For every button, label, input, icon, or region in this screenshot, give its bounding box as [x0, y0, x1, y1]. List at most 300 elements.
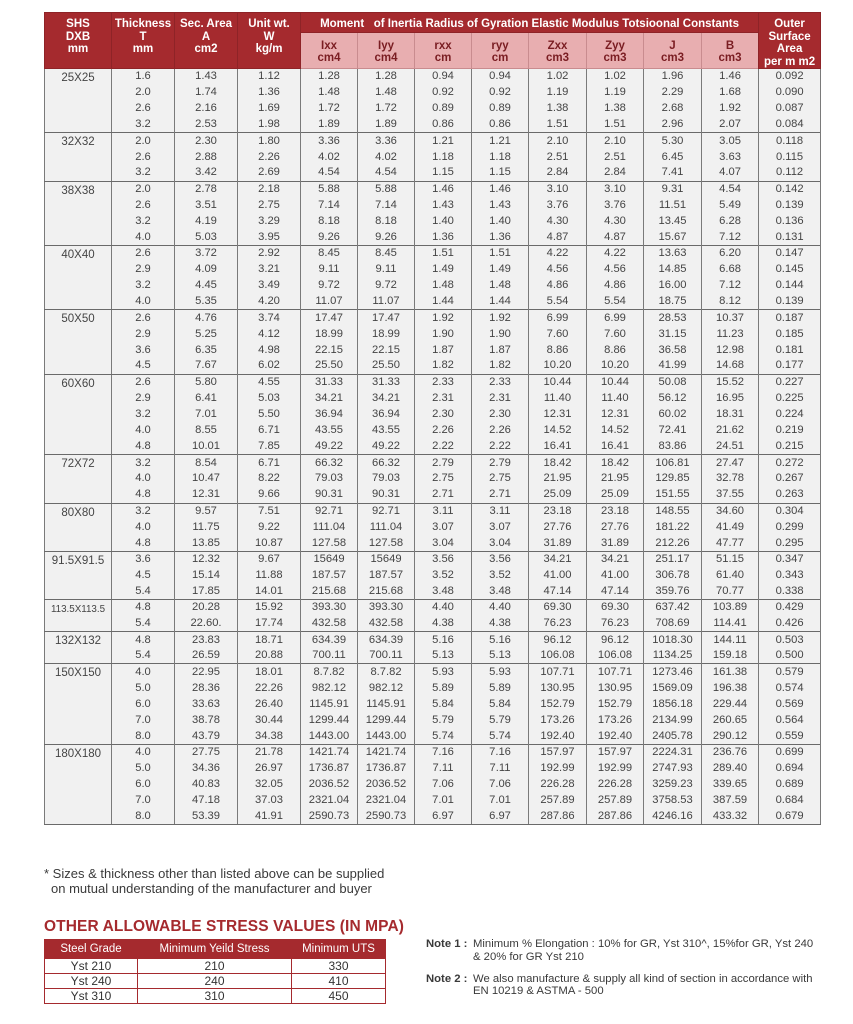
value-cell: 20.88	[238, 648, 301, 664]
value-cell: 14.01	[238, 584, 301, 600]
value-cell: 2.78	[175, 181, 238, 197]
value-cell: 3.11	[415, 503, 472, 519]
value-cell: 5.13	[415, 648, 472, 664]
value-cell: 159.18	[702, 648, 759, 664]
value-cell: 4.22	[529, 246, 587, 262]
value-cell: 13.45	[644, 213, 702, 229]
header-outer-line3: per m m2	[763, 55, 816, 68]
value-cell: 2747.93	[644, 761, 702, 777]
header-symbol: rxx	[434, 39, 452, 52]
value-cell: 1273.46	[644, 664, 702, 680]
value-cell: 433.32	[702, 809, 759, 825]
table-row	[45, 680, 821, 696]
value-cell: 111.04	[358, 519, 415, 535]
table-row	[45, 165, 821, 181]
value-cell: 5.84	[415, 696, 472, 712]
value-cell: 4.0	[112, 471, 175, 487]
value-cell: 127.58	[358, 535, 415, 551]
value-cell: 0.500	[759, 648, 821, 664]
stress-row	[45, 989, 386, 1004]
value-cell: 16.00	[644, 278, 702, 294]
stress-cell: 310	[138, 989, 292, 1004]
table-row	[45, 262, 821, 278]
value-cell: 1.38	[587, 101, 644, 117]
value-cell: 5.88	[358, 181, 415, 197]
value-cell: 22.26	[238, 680, 301, 696]
value-cell: 5.03	[175, 229, 238, 245]
header-unit-wt	[238, 13, 301, 69]
value-cell: 5.80	[175, 374, 238, 390]
value-cell: 11.51	[644, 197, 702, 213]
value-cell: 23.18	[587, 503, 644, 519]
value-cell: 2.30	[175, 133, 238, 149]
value-cell: 2.75	[472, 471, 529, 487]
value-cell: 3.56	[472, 551, 529, 567]
value-cell: 2.22	[472, 439, 529, 455]
value-cell: 23.18	[529, 503, 587, 519]
value-cell: 3.07	[472, 519, 529, 535]
table-row	[45, 503, 821, 519]
value-cell: 27.47	[702, 455, 759, 471]
table-row	[45, 278, 821, 294]
value-cell: 41.00	[529, 567, 587, 583]
value-cell: 1736.87	[358, 761, 415, 777]
value-cell: 8.0	[112, 728, 175, 744]
value-cell: 1.48	[301, 85, 358, 101]
value-cell: 192.99	[529, 761, 587, 777]
value-cell: 6.97	[472, 809, 529, 825]
header-unit: cm3	[603, 52, 627, 64]
table-row	[45, 149, 821, 165]
value-cell: 2.26	[415, 423, 472, 439]
value-cell: 4.12	[238, 326, 301, 342]
value-cell: 2.26	[238, 149, 301, 165]
value-cell: 3.6	[112, 342, 175, 358]
header-group-label: Moment of Inertia Radius of Gyration Elastic Modulus Totsioonal Constants	[320, 17, 739, 30]
value-cell: 7.60	[587, 326, 644, 342]
value-cell: 103.89	[702, 600, 759, 616]
value-cell: 7.0	[112, 793, 175, 809]
value-cell: 1.36	[472, 229, 529, 245]
value-cell: 0.295	[759, 535, 821, 551]
header-ixx	[301, 33, 358, 69]
value-cell: 1.28	[358, 69, 415, 85]
value-cell: 1.90	[415, 326, 472, 342]
value-cell: 1.82	[472, 358, 529, 374]
value-cell: 7.11	[415, 761, 472, 777]
value-cell: 5.4	[112, 648, 175, 664]
value-cell: 37.03	[238, 793, 301, 809]
value-cell: 634.39	[301, 632, 358, 648]
value-cell: 43.55	[301, 423, 358, 439]
value-cell: 4.30	[529, 213, 587, 229]
table-row	[45, 761, 821, 777]
stress-cell: 330	[292, 959, 386, 974]
value-cell: 130.95	[587, 680, 644, 696]
value-cell: 2590.73	[301, 809, 358, 825]
value-cell: 0.185	[759, 326, 821, 342]
value-cell: 2.6	[112, 246, 175, 262]
table-row	[45, 406, 821, 422]
header-unit: cm3	[660, 52, 685, 64]
header-sec-area-line1: Sec. Area	[180, 18, 232, 30]
value-cell: 31.89	[587, 535, 644, 551]
value-cell: 0.219	[759, 423, 821, 439]
value-cell: 36.94	[301, 406, 358, 422]
value-cell: 3.2	[112, 406, 175, 422]
value-cell: 251.17	[644, 551, 702, 567]
value-cell: 1.72	[358, 101, 415, 117]
value-cell: 5.4	[112, 616, 175, 632]
value-cell: 34.36	[175, 761, 238, 777]
value-cell: 2.6	[112, 310, 175, 326]
value-cell: 3.51	[175, 197, 238, 213]
value-cell: 2.69	[238, 165, 301, 181]
value-cell: 3.56	[415, 551, 472, 567]
value-cell: 5.79	[472, 712, 529, 728]
value-cell: 0.559	[759, 728, 821, 744]
value-cell: 18.42	[587, 455, 644, 471]
header-sec-area	[175, 13, 238, 69]
stress-cell: 210	[138, 959, 292, 974]
value-cell: 4.38	[415, 616, 472, 632]
value-cell: 79.03	[358, 471, 415, 487]
value-cell: 9.22	[238, 519, 301, 535]
value-cell: 0.092	[759, 69, 821, 85]
value-cell: 11.75	[175, 519, 238, 535]
header-thickness-line3: mm	[132, 43, 154, 55]
value-cell: 4.0	[112, 423, 175, 439]
value-cell: 2.6	[112, 101, 175, 117]
value-cell: 4.87	[587, 229, 644, 245]
header-unit: cm4	[317, 52, 341, 64]
value-cell: 4.54	[301, 165, 358, 181]
value-cell: 41.91	[238, 809, 301, 825]
value-cell: 1.49	[472, 262, 529, 278]
value-cell: 23.83	[175, 632, 238, 648]
value-cell: 15.92	[238, 600, 301, 616]
header-symbol: Zyy	[605, 39, 625, 52]
value-cell: 4246.16	[644, 809, 702, 825]
value-cell: 2036.52	[301, 777, 358, 793]
value-cell: 5.54	[587, 294, 644, 310]
header-unit-wt-line3: kg/m	[255, 43, 283, 55]
value-cell: 7.14	[301, 197, 358, 213]
value-cell: 33.63	[175, 696, 238, 712]
value-cell: 2.10	[529, 133, 587, 149]
value-cell: 18.71	[238, 632, 301, 648]
table-row	[45, 213, 821, 229]
value-cell: 0.087	[759, 101, 821, 117]
value-cell: 0.347	[759, 551, 821, 567]
value-cell: 4.0	[112, 294, 175, 310]
value-cell: 26.59	[175, 648, 238, 664]
value-cell: 2.07	[702, 117, 759, 133]
value-cell: 700.11	[358, 648, 415, 664]
value-cell: 4.8	[112, 439, 175, 455]
value-cell: 1.90	[472, 326, 529, 342]
value-cell: 4.98	[238, 342, 301, 358]
value-cell: 257.89	[587, 793, 644, 809]
value-cell: 12.31	[175, 487, 238, 503]
stress-row	[45, 959, 386, 974]
value-cell: 3.2	[112, 278, 175, 294]
footnote-line2: on mutual understanding of the manufacturer and buyer	[51, 881, 372, 896]
value-cell: 7.12	[702, 229, 759, 245]
table-row	[45, 423, 821, 439]
notes-section	[426, 938, 823, 1007]
value-cell: 7.85	[238, 439, 301, 455]
value-cell: 36.94	[358, 406, 415, 422]
value-cell: 1.80	[238, 133, 301, 149]
value-cell: 6.41	[175, 390, 238, 406]
value-cell: 5.4	[112, 584, 175, 600]
value-cell: 1018.30	[644, 632, 702, 648]
note-2-label: Note 2 :	[426, 972, 468, 985]
value-cell: 17.47	[358, 310, 415, 326]
value-cell: 0.147	[759, 246, 821, 262]
value-cell: 21.78	[238, 744, 301, 760]
value-cell: 3.2	[112, 117, 175, 133]
value-cell: 38.78	[175, 712, 238, 728]
value-cell: 114.41	[702, 616, 759, 632]
value-cell: 11.40	[587, 390, 644, 406]
value-cell: 14.68	[702, 358, 759, 374]
value-cell: 3.48	[472, 584, 529, 600]
value-cell: 5.88	[301, 181, 358, 197]
value-cell: 1.21	[415, 133, 472, 149]
value-cell: 5.79	[415, 712, 472, 728]
value-cell: 1.36	[238, 85, 301, 101]
value-cell: 9.72	[358, 278, 415, 294]
value-cell: 6.99	[587, 310, 644, 326]
value-cell: 0.227	[759, 374, 821, 390]
value-cell: 31.33	[358, 374, 415, 390]
size-cell: 32X32	[45, 133, 112, 181]
value-cell: 6.99	[529, 310, 587, 326]
value-cell: 0.503	[759, 632, 821, 648]
value-cell: 0.225	[759, 390, 821, 406]
value-cell: 4.38	[472, 616, 529, 632]
size-cell: 50X50	[45, 310, 112, 374]
value-cell: 90.31	[358, 487, 415, 503]
value-cell: 18.31	[702, 406, 759, 422]
value-cell: 66.32	[301, 455, 358, 471]
value-cell: 4.02	[358, 149, 415, 165]
value-cell: 41.49	[702, 519, 759, 535]
value-cell: 432.58	[358, 616, 415, 632]
value-cell: 18.75	[644, 294, 702, 310]
table-row	[45, 809, 821, 825]
value-cell: 339.65	[702, 777, 759, 793]
value-cell: 1.36	[415, 229, 472, 245]
value-cell: 2.68	[644, 101, 702, 117]
value-cell: 8.54	[175, 455, 238, 471]
value-cell: 0.187	[759, 310, 821, 326]
value-cell: 2.51	[529, 149, 587, 165]
value-cell: 3.36	[358, 133, 415, 149]
value-cell: 1.96	[644, 69, 702, 85]
value-cell: 148.55	[644, 503, 702, 519]
value-cell: 151.55	[644, 487, 702, 503]
value-cell: 229.44	[702, 696, 759, 712]
value-cell: 1.15	[415, 165, 472, 181]
value-cell: 16.95	[702, 390, 759, 406]
table-row	[45, 728, 821, 744]
header-j	[644, 33, 702, 69]
stress-cell: Yst 210	[45, 959, 138, 974]
value-cell: 2.33	[415, 374, 472, 390]
stress-cell: Yst 240	[45, 974, 138, 989]
value-cell: 3.11	[472, 503, 529, 519]
value-cell: 1.28	[301, 69, 358, 85]
value-cell: 7.67	[175, 358, 238, 374]
table-row	[45, 229, 821, 245]
value-cell: 21.95	[529, 471, 587, 487]
value-cell: 0.267	[759, 471, 821, 487]
header-b	[702, 33, 759, 69]
value-cell: 5.74	[472, 728, 529, 744]
stress-values-table	[44, 939, 386, 1004]
value-cell: 10.47	[175, 471, 238, 487]
value-cell: 8.45	[301, 246, 358, 262]
value-cell: 1.48	[358, 85, 415, 101]
value-cell: 173.26	[587, 712, 644, 728]
value-cell: 3.48	[415, 584, 472, 600]
value-cell: 31.33	[301, 374, 358, 390]
value-cell: 3.76	[529, 197, 587, 213]
table-row	[45, 342, 821, 358]
value-cell: 359.76	[644, 584, 702, 600]
header-zyy	[587, 33, 644, 69]
value-cell: 3.63	[702, 149, 759, 165]
value-cell: 2.30	[415, 406, 472, 422]
value-cell: 0.343	[759, 567, 821, 583]
header-thickness-line2: T	[139, 30, 147, 43]
value-cell: 0.304	[759, 503, 821, 519]
value-cell: 12.32	[175, 551, 238, 567]
value-cell: 2.0	[112, 133, 175, 149]
value-cell: 1.68	[702, 85, 759, 101]
value-cell: 4.5	[112, 567, 175, 583]
value-cell: 0.136	[759, 213, 821, 229]
value-cell: 1.89	[358, 117, 415, 133]
value-cell: 4.56	[529, 262, 587, 278]
value-cell: 161.38	[702, 664, 759, 680]
value-cell: 7.60	[529, 326, 587, 342]
value-cell: 3.95	[238, 229, 301, 245]
value-cell: 27.76	[587, 519, 644, 535]
value-cell: 0.89	[472, 101, 529, 117]
table-row	[45, 487, 821, 503]
value-cell: 8.18	[301, 213, 358, 229]
value-cell: 2.31	[415, 390, 472, 406]
value-cell: 106.08	[587, 648, 644, 664]
value-cell: 1.48	[472, 278, 529, 294]
size-cell: 180X180	[45, 744, 112, 824]
value-cell: 393.30	[301, 600, 358, 616]
value-cell: 25.50	[358, 358, 415, 374]
value-cell: 106.08	[529, 648, 587, 664]
value-cell: 5.50	[238, 406, 301, 422]
size-cell: 132X132	[45, 632, 112, 664]
value-cell: 8.0	[112, 809, 175, 825]
value-cell: 7.41	[644, 165, 702, 181]
value-cell: 15649	[301, 551, 358, 567]
value-cell: 43.79	[175, 728, 238, 744]
value-cell: 76.23	[587, 616, 644, 632]
value-cell: 1.46	[702, 69, 759, 85]
value-cell: 11.07	[301, 294, 358, 310]
size-cell: 38X38	[45, 181, 112, 245]
value-cell: 1.69	[238, 101, 301, 117]
value-cell: 5.25	[175, 326, 238, 342]
value-cell: 187.57	[301, 567, 358, 583]
value-cell: 7.01	[175, 406, 238, 422]
header-rxx	[415, 33, 472, 69]
value-cell: 4.0	[112, 229, 175, 245]
value-cell: 0.564	[759, 712, 821, 728]
value-cell: 2321.04	[301, 793, 358, 809]
value-cell: 9.72	[301, 278, 358, 294]
value-cell: 4.8	[112, 632, 175, 648]
value-cell: 3.76	[587, 197, 644, 213]
table-row	[45, 439, 821, 455]
value-cell: 50.08	[644, 374, 702, 390]
value-cell: 2590.73	[358, 809, 415, 825]
value-cell: 16.41	[587, 439, 644, 455]
value-cell: 32.78	[702, 471, 759, 487]
table-row	[45, 535, 821, 551]
value-cell: 3.29	[238, 213, 301, 229]
value-cell: 0.684	[759, 793, 821, 809]
value-cell: 6.0	[112, 777, 175, 793]
value-cell: 8.86	[529, 342, 587, 358]
table-row	[45, 326, 821, 342]
value-cell: 8.7.82	[358, 664, 415, 680]
value-cell: 8.18	[358, 213, 415, 229]
value-cell: 290.12	[702, 728, 759, 744]
value-cell: 9.67	[238, 551, 301, 567]
value-cell: 2.92	[238, 246, 301, 262]
value-cell: 4.0	[112, 744, 175, 760]
value-cell: 25.09	[529, 487, 587, 503]
table-row	[45, 358, 821, 374]
value-cell: 10.37	[702, 310, 759, 326]
value-cell: 2.16	[175, 101, 238, 117]
value-cell: 192.99	[587, 761, 644, 777]
value-cell: 41.99	[644, 358, 702, 374]
value-cell: 0.139	[759, 197, 821, 213]
value-cell: 2.84	[529, 165, 587, 181]
table-row	[45, 390, 821, 406]
value-cell: 5.93	[472, 664, 529, 680]
value-cell: 152.79	[587, 696, 644, 712]
value-cell: 4.76	[175, 310, 238, 326]
value-cell: 11.23	[702, 326, 759, 342]
value-cell: 2.96	[644, 117, 702, 133]
value-cell: 637.42	[644, 600, 702, 616]
header-outer-surface	[759, 13, 821, 69]
value-cell: 49.22	[358, 439, 415, 455]
header-unit-wt-line2: W	[263, 30, 275, 43]
value-cell: 1.43	[175, 69, 238, 85]
value-cell: 1.19	[587, 85, 644, 101]
value-cell: 1421.74	[301, 744, 358, 760]
value-cell: 22.15	[301, 342, 358, 358]
value-cell: 1299.44	[301, 712, 358, 728]
table-row	[45, 664, 821, 680]
